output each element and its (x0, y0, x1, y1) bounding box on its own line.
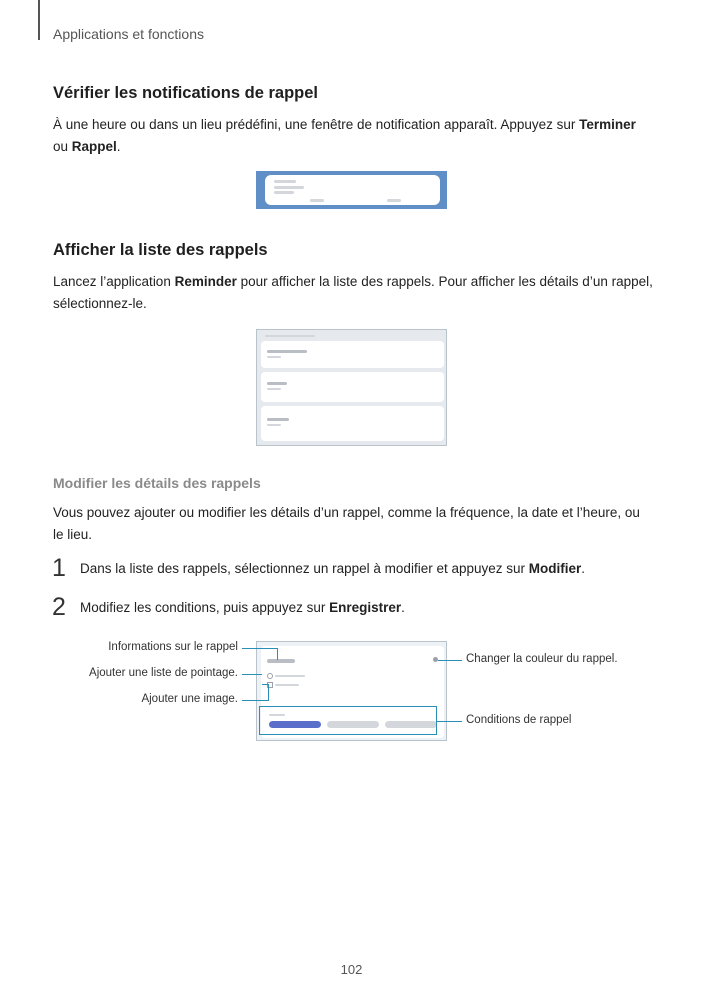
page-number: 102 (340, 962, 363, 977)
step-number: 1 (52, 554, 66, 582)
callout-line (438, 660, 462, 661)
reminder-list-screenshot (256, 329, 447, 446)
conditions-bracket (259, 706, 437, 735)
paragraph-notifications: À une heure ou dans un lieu prédéfini, une fenêtre de notification apparaît. Appuyez sur Terminer ou Rappel. (53, 117, 636, 154)
paragraph-edit-details: Vous pouvez ajouter ou modifier les détails d’un rappel, comme la fréquence, la date et l’heure, ou le lieu. (53, 505, 640, 542)
reminder-title (267, 659, 295, 663)
reminder-item (261, 372, 444, 402)
step-text: Modifiez les conditions, puis appuyez sur Enregistrer. (80, 600, 405, 615)
callout-line (262, 684, 269, 685)
callout-change-color: Changer la couleur du rappel. (466, 653, 618, 665)
snooze-action (387, 199, 401, 202)
callout-line (277, 648, 278, 660)
reminder-item (261, 406, 444, 441)
subheading-edit-details: Modifier les détails des rappels (53, 475, 261, 491)
section-header: Applications et fonctions (53, 26, 204, 42)
callout-reminder-info: Informations sur le rappel (108, 641, 238, 653)
step-text: Dans la liste des rappels, sélectionnez un rappel à modifier et appuyez sur Modifier. (80, 561, 586, 576)
callout-line (242, 674, 262, 675)
callout-line (268, 684, 269, 701)
checklist-icon (267, 673, 273, 679)
complete-action (310, 199, 324, 202)
notification-card (265, 175, 440, 205)
callout-add-checklist: Ajouter une liste de pointage. (89, 667, 238, 679)
paragraph-reminder-list: Lancez l’application Reminder pour afficher la liste des rappels. Pour afficher les détails d’un rappel, sélectionnez-le. (53, 274, 653, 311)
step-number: 2 (52, 593, 66, 621)
heading-reminder-list: Afficher la liste des rappels (53, 241, 268, 259)
callout-line (437, 721, 462, 722)
header-rule (38, 0, 40, 40)
notification-screenshot (256, 171, 447, 209)
callout-line (242, 700, 269, 701)
callout-line (242, 648, 278, 649)
reminder-item (261, 341, 444, 368)
heading-reminder-notifications: Vérifier les notifications de rappel (53, 84, 318, 102)
callout-conditions: Conditions de rappel (466, 714, 572, 726)
callout-add-image: Ajouter une image. (141, 693, 238, 705)
